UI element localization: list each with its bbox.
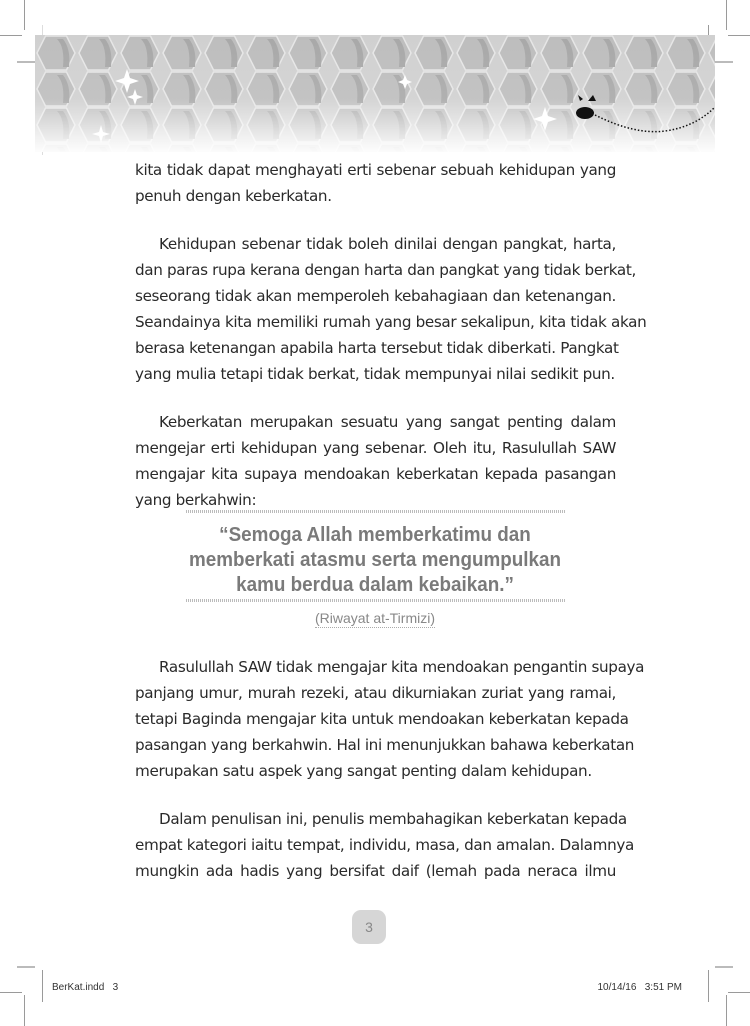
crop-mark	[726, 995, 727, 1026]
crop-mark	[24, 0, 25, 30]
quote-line: memberkati atasmu serta mengumpulkan	[188, 548, 562, 571]
page-number: 3	[352, 910, 386, 944]
crop-mark	[17, 61, 35, 63]
paragraph-line: pasangan yang berkahwin. Hal ini menunjukkan bahawa keberkatan	[135, 736, 635, 754]
honeycomb-banner	[35, 35, 715, 152]
crop-mark	[42, 970, 43, 1002]
crop-mark	[0, 992, 22, 993]
paragraph-line: Rasulullah SAW tidak mengajar kita mendoakan pengantin supaya	[159, 658, 645, 676]
paragraph-line: yang berkahwin:	[135, 491, 257, 509]
quote-line: “Semoga Allah memberkatimu dan	[219, 523, 531, 546]
quote-rule-top	[186, 510, 566, 513]
paragraph-line: panjang umur, murah rezeki, atau dikurniakan zuriat yang ramai,	[135, 684, 616, 702]
paragraph-line: empat kategori iaitu tempat, individu, masa, dan amalan. Dalamnya	[135, 836, 634, 854]
paragraph-line: mungkin ada hadis yang bersifat daif (lemah pada neraca ilmu	[135, 862, 616, 880]
quote-line: kamu berdua dalam kebaikan.”	[236, 573, 514, 596]
paragraph-line: tetapi Baginda mengajar kita untuk mendoakan keberkatan kepada	[135, 710, 629, 728]
paragraph-line: mengajar kita supaya mendoakan keberkatan kepada pasangan	[135, 465, 616, 483]
paragraph-line: Seandainya kita memiliki rumah yang besar sekalipun, kita tidak akan	[135, 313, 647, 331]
paragraph-line: penuh dengan keberkatan.	[135, 187, 332, 205]
paragraph-line: seseorang tidak akan memperoleh kebahagiaan dan ketenangan.	[135, 287, 616, 305]
quote-source: (Riwayat at-Tirmizi)	[314, 610, 436, 626]
paragraph-line: kita tidak dapat menghayati erti sebenar sebuah kehidupan yang	[135, 161, 616, 179]
crop-mark	[726, 0, 727, 30]
crop-mark	[715, 966, 733, 968]
crop-mark	[0, 35, 22, 36]
paragraph-line: Dalam penulisan ini, penulis membahagikan keberkatan kepada	[159, 810, 627, 828]
slug-filename: BerKat.indd 3	[52, 982, 119, 993]
paragraph-line: yang mulia tetapi tidak berkat, tidak mempunyai nilai sedikit pun.	[135, 365, 615, 383]
paragraph-line: merupakan satu aspek yang sangat penting dalam kehidupan.	[135, 762, 592, 780]
paragraph-line: berasa ketenangan apabila harta tersebut tidak diberkati. Pangkat	[135, 339, 619, 357]
crop-mark	[715, 61, 733, 63]
paragraph-line: Keberkatan merupakan sesuatu yang sangat penting dalam	[159, 413, 616, 431]
crop-mark	[17, 966, 35, 968]
crop-mark	[24, 995, 25, 1026]
paragraph-line: Kehidupan sebenar tidak boleh dinilai dengan pangkat, harta,	[159, 235, 616, 253]
hadith-quote	[168, 522, 582, 597]
crop-mark	[708, 970, 709, 1002]
crop-mark	[728, 35, 750, 36]
crop-mark	[728, 992, 750, 993]
paragraph-line: mengejar erti kehidupan yang sebenar. Oleh itu, Rasulullah SAW	[135, 439, 616, 457]
paragraph-line: dan paras rupa kerana dengan harta dan pangkat yang tidak berkat,	[135, 261, 636, 279]
quote-rule-bottom	[186, 599, 566, 602]
slug-timestamp: 10/14/16 3:51 PM	[597, 982, 682, 993]
